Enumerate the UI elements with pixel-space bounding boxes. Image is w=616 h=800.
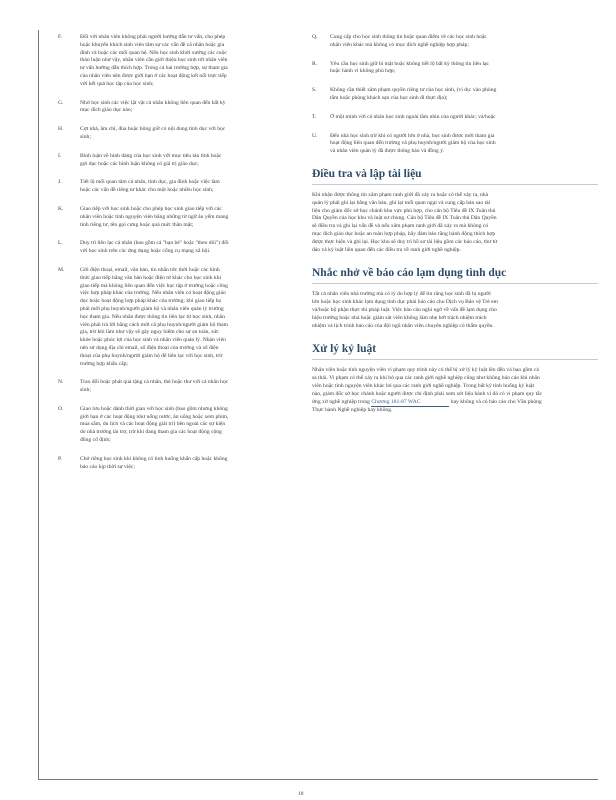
item-text: Giao tiếp với học sinh hoặc cho phép học sinh giao tiếp với các nhân viên hoặc tình nguyện viên bằng những từ ngữ âu yếm mang tính riêng tư, tên gọi cưng hoặc quá mức thân mật;: [80, 205, 229, 228]
list-item: [58, 179, 280, 195]
list-item: [312, 61, 598, 77]
left-column: [58, 34, 280, 482]
item-letter: P.: [58, 455, 62, 462]
page-number: 18: [298, 791, 304, 797]
list-item: [58, 456, 280, 472]
investigation-section: [312, 167, 598, 254]
reporting-section: [312, 266, 598, 330]
discipline-section: [312, 342, 598, 415]
item-text: Duy trì liên lạc cá nhân (bao gồm cả "bạn bè" hoặc "theo dõi") đối với học sinh trên các ứng dụng hoặc cổng cụ mạng xã hội.: [80, 240, 229, 255]
list-item: [58, 379, 280, 395]
item-letter: I.: [58, 152, 62, 159]
item-letter: S.: [312, 87, 317, 94]
list-item: [312, 133, 598, 156]
list-item: [58, 206, 280, 229]
list-item: [312, 34, 598, 50]
section-body: Khi nhận được thông tin xâm phạm ranh giới đã xảy ra hoặc có thể xảy ra, nhà quản lý phải ghi lại bằng văn bản, ghi lại mối quan ngại và cung cấp bản sao tài liệu cho giám đốc sở học chánh khu vực phù hợp, cho cán bộ Tiêu đề IX Tuân thủ Dân Quyền của học khu và luật sư chung. Cán bộ Tiêu đề IX Tuân thủ Dân Quyền sẽ điều tra và ghi lại vấn đề và nếu xâm phạm ranh giới đã xảy ra mà không có mục đích giáo dục hoặc an toàn hợp pháp, hãy đảm bảo rằng hành động thích hợp được thực hiện và ghi lại. Học khu sẽ duy trì hồ sơ tài liệu gồm các báo cáo, thư từ đáo và kỷ luật liên quan đến các điều tra về ranh giới nghề nghiệp.: [312, 191, 498, 253]
item-text: Bình luận về hình dáng của học sinh với mục tiêu tán tỉnh hoặc gợi dục hoặc các bình luận không có giá trị giáo dục;: [80, 152, 222, 167]
item-text: Nhờ học sinh các việc lặt vặt cá nhân không liên quan đến bất kỳ mục đích giáo dục nào;: [80, 99, 226, 114]
list-item: [312, 114, 598, 122]
item-letter: L.: [58, 240, 63, 247]
item-letter: U.: [312, 132, 318, 139]
right-column: [312, 34, 598, 427]
item-text: Cợt nhả, âm chỉ, đùa hoặc bông giỡ có nội dung tình dục với học sinh;: [80, 126, 226, 140]
item-letter: J.: [58, 179, 62, 186]
section-heading: Điều tra và lập tài liệu: [312, 167, 598, 185]
item-text: Cung cấp cho học sinh thông tin hoặc quan điểm về các học sinh hoặc nhân viên khác mà không có mục đích nghề nghiệp hợp pháp;: [330, 34, 487, 48]
item-letter: G.: [58, 99, 64, 106]
item-text: Tiết lộ mối quan tâm cá nhân, tình dục, gia đình hoặc việc làm hoặc các vấn đề riêng tư khác cho một hoặc nhiều học sinh;: [80, 179, 220, 194]
list-item: [58, 34, 280, 89]
list-item: [58, 240, 280, 256]
item-letter: Q.: [312, 34, 318, 40]
item-letter: M.: [58, 266, 65, 273]
item-letter: T.: [312, 113, 317, 120]
list-item: [58, 153, 280, 169]
wac-link[interactable]: Chương 181-87 WAC: [371, 399, 449, 408]
section-body: Tất cả nhân viên nhà trường mà có lý do hợp lý để tin rằng học sinh đã bị người lớn hoặc học sinh khác lạm dụng tình dục phải báo cáo cho Dịch vụ Bảo vệ Trẻ em và/hoặc bộ phận thực thi pháp luật. Việc báo cáo nghi ngờ về vấn đề lạm dụng cho hiệu trưởng hoặc nhà hoặc giám sát viên không làm nhẹ bớt trách nhiệm trách nhiệm và lịch trình báo cáo của đội ngũ nhân viên chuyên nghiệp có thẩm quyền.: [312, 291, 498, 329]
item-text: Yêu cầu học sinh giữ bí mật hoặc không tiết lộ bất kỳ thông tin liên lạc hoặc hành vi không phù hợp;: [330, 60, 490, 75]
left-margin-rule: [38, 30, 39, 780]
body-text-after-link: hay không và có: [450, 398, 488, 405]
item-text: Ở một mình với cá nhân học sinh ngoài tầm nhìn của người khác; và/hoặc: [330, 113, 496, 120]
item-letter: F.: [58, 34, 63, 40]
item-letter: K.: [58, 205, 64, 212]
item-text: Giao lưu hoặc dành thời gian với học sinh (bao gồm nhưng không giới hạn ở các hoạt động như uống nước, ăn uống hoặc xem phim, mua sắm, du lịch và các hoạt động giải trí) bên ngoài các sự kiện do nhà trường tài trợ, trừ khi đang tham gia các hoạt động cộng đồng cố định;: [80, 405, 229, 444]
list-item: [58, 267, 280, 368]
item-text: Đến nhà học sinh trừ khi có người lớn ở nhà, học sinh được mời tham gia hoạt động liên quan đến trường và phụ huynh/người giám hộ của học sinh và nhân viên quản lý đã được thông báo và đồng ý.: [330, 132, 496, 155]
section-heading: Nhắc nhở về báo cáo lạm dụng tình dục: [312, 266, 598, 284]
item-text: Không cần thiết xâm phạm quyền riêng tư của học sinh, (ví dụ: vào phòng tắm hoặc phòng khách sạn của học sinh đi thực địa);: [330, 87, 497, 101]
footer-rule: [38, 779, 598, 780]
list-item: [58, 126, 280, 142]
list-item: [58, 100, 280, 116]
item-text: Chở riêng học sinh khi không có tình huống khẩn cấp hoặc không báo cáo kịp thời sự việc;: [80, 455, 228, 470]
item-text: Trao đổi hoặc phát quà tặng cá nhân, thẻ hoặc thư với cá nhân học sinh;: [80, 379, 229, 394]
item-letter: H.: [58, 126, 64, 133]
list-item: [312, 87, 598, 103]
list-item: [58, 406, 280, 445]
item-letter: N.: [58, 379, 64, 386]
section-heading: Xử lý kỷ luật: [312, 342, 598, 360]
item-text: Đối với nhân viên không phải người hướng dẫn tư vấn, cho phép hoặc khuyến khích sinh viên tâm sự các vấn đề cá nhân hoặc gia đình và hoặc các mối quan hệ. Nếu học sinh khởi xướng các cuộc thảo luận như vậy, nhân viên cần giới thiệu học sinh tới nhân viên tư vấn hướng dẫn thích hợp. Trong cả hai trường hợp, sự tham gia của nhân viên nên được giới hạn ở các hoạt động kết nối trực tiếp với kết quả học tập của học sinh;: [80, 34, 228, 87]
item-text: Gửi điện thoại, email, văn bản, tin nhắn tức thời hoặc các hình thức giao tiếp bằng văn bản hoặc điện tử khác cho học sinh khi giao tiếp mà không liên quan đến việc học tập ở trường hoặc công việc hợp pháp khác của trường. Nếu nhân viên có hoạt động giáo dục hoặc hoạt động hợp pháp khác của trường; khi giao tiếp họ phải mời phụ huynh/người giám hộ và nhân viên quản lý trường học tham gia. Nếu nhân được thông tin liên lạc từ học sinh, nhân viên phải trả lời bằng cách mời cả phụ huynh/người giám hộ tham gia, trừ khi làm như vậy sẽ gây nguy hiểm cho sự an toàn, sức khỏe hoặc phúc lợi của học sinh và nhân viên quản lý. Nhân viên nên sử dụng địa chỉ email, số điện thoại của trường và số điện thoại của phụ huynh/người giám hộ để liên lạc với học sinh, trừ trường hợp khẩn cấp;: [80, 266, 228, 367]
body-text: Nhân viên hoặc tình nguyện viên vi phạm quy trình này có thể bị xử lý kỷ luật lên đến và bao gồm cả sa thải. Vi phạm có thể xảy ra khi bỏ qua các ranh giới nghề nghiệp cũng như không báo cáo khi nhân viên hoặc tình nguyện viên khác bỏ qua các ranh giới nghề nghiệp. Trong bất kỳ tình huống kỷ luật nào, giám đốc sở học chánh hoặc người được chỉ định phải xem xét liệu hành vi đó có vi phạm quy tắc ứng xử nghề nghiệp trong: [312, 367, 543, 405]
item-letter: O.: [58, 405, 64, 412]
body-text-end: báo cáo cho Văn phòng Thực hành Nghề nghiệp hay không.: [312, 398, 542, 414]
item-letter: R.: [312, 60, 318, 67]
section-body: [312, 367, 544, 415]
